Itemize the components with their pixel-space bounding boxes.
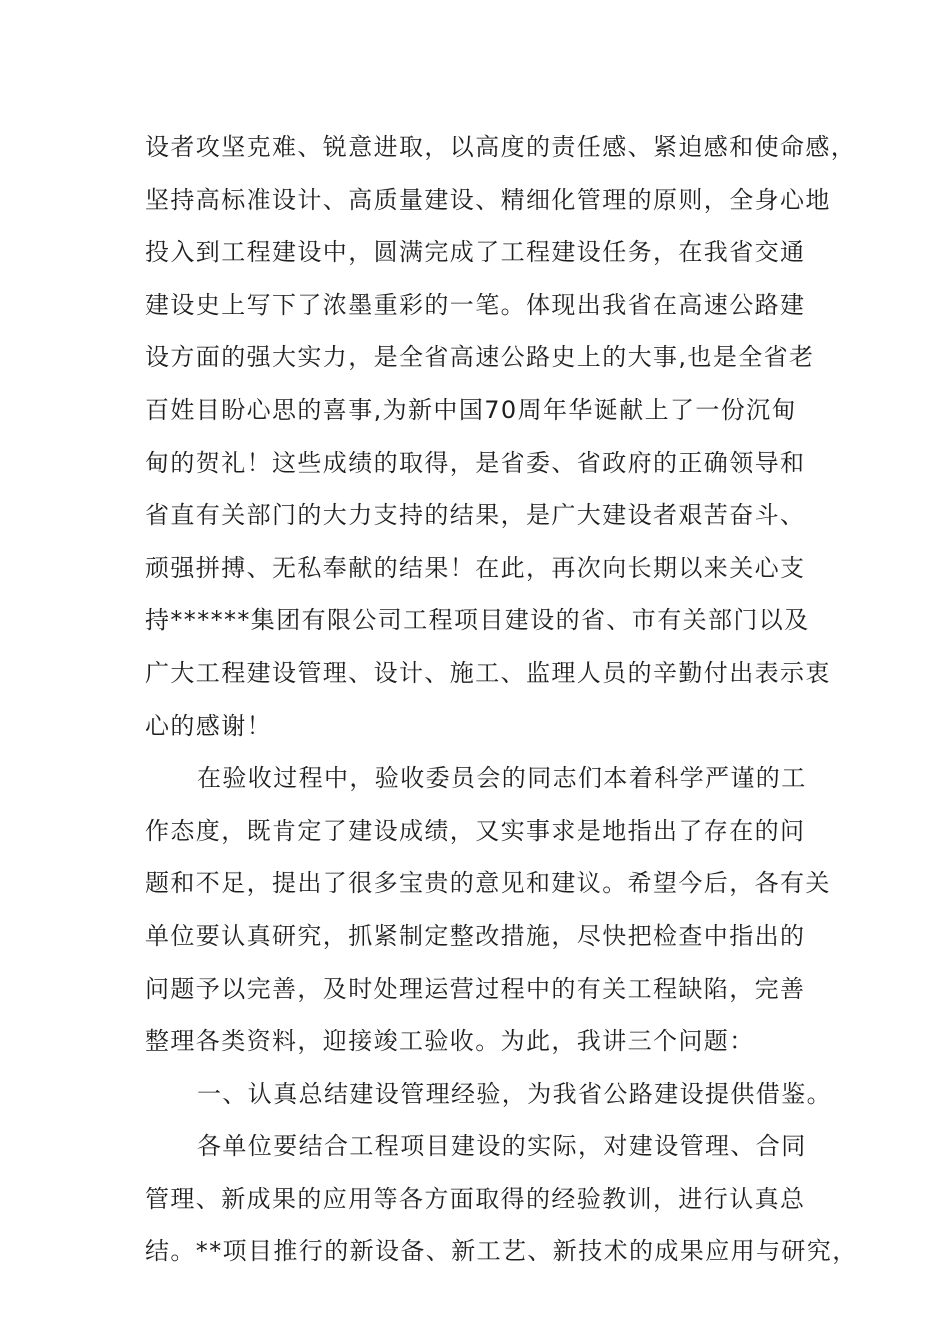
text-line: 投入到工程建设中，圆满完成了工程建设任务，在我省交通	[145, 238, 806, 267]
text-line: 单位要认真研究，抓紧制定整改措施，尽快把检查中指出的	[145, 921, 806, 950]
text-line: 省直有关部门的大力支持的结果，是广大建设者艰苦奋斗、	[145, 501, 806, 530]
text-line: 顽强拼搏、无私奉献的结果！在此，再次向长期以来关心支	[145, 553, 806, 582]
text-line: 作态度，既肯定了建设成绩，又实事求是地指出了存在的问	[145, 816, 806, 845]
text-line: 设方面的强大实力，是全省高速公路史上的大事,也是全省老	[145, 343, 815, 372]
text-line: 持******集团有限公司工程项目建设的省、市有关部门以及	[145, 606, 810, 635]
text-line: 管理、新成果的应用等各方面取得的经验教训，进行认真总	[145, 1184, 806, 1213]
text-line: 结。**项目推行的新设备、新工艺、新技术的成果应用与研究，	[145, 1237, 858, 1266]
text-line: 百姓目盼心思的喜事,为新中国70周年华诞献上了一份沉甸	[145, 395, 797, 424]
text-line: 坚持高标准设计、高质量建设、精细化管理的原则，全身心地	[145, 185, 831, 214]
text-line: 整理各类资料，迎接竣工验收。为此，我讲三个问题：	[145, 1027, 755, 1056]
text-line: 建设史上写下了浓墨重彩的一笔。体现出我省在高速公路建	[145, 290, 806, 319]
text-line: 设者攻坚克难、锐意进取，以高度的责任感、紧迫感和使命感，	[145, 133, 857, 161]
text-line: 心的感谢！	[145, 711, 272, 740]
document-body	[145, 121, 858, 1278]
text-line: 问题予以完善，及时处理运营过程中的有关工程缺陷，完善	[145, 974, 806, 1003]
paragraph-start-line: 在验收过程中，验收委员会的同志们本着科学严谨的工	[197, 764, 807, 793]
text-line: 广大工程建设管理、设计、施工、监理人员的辛勤付出表示衷	[145, 658, 831, 687]
text-line: 题和不足，提出了很多宝贵的意见和建议。希望今后，各有关	[145, 869, 831, 898]
section-heading: 一、认真总结建设管理经验，为我省公路建设提供借鉴。	[197, 1079, 832, 1108]
paragraph-start-line: 各单位要结合工程项目建设的实际，对建设管理、合同	[197, 1132, 807, 1161]
text-line: 甸的贺礼！这些成绩的取得，是省委、省政府的正确领导和	[145, 448, 806, 477]
